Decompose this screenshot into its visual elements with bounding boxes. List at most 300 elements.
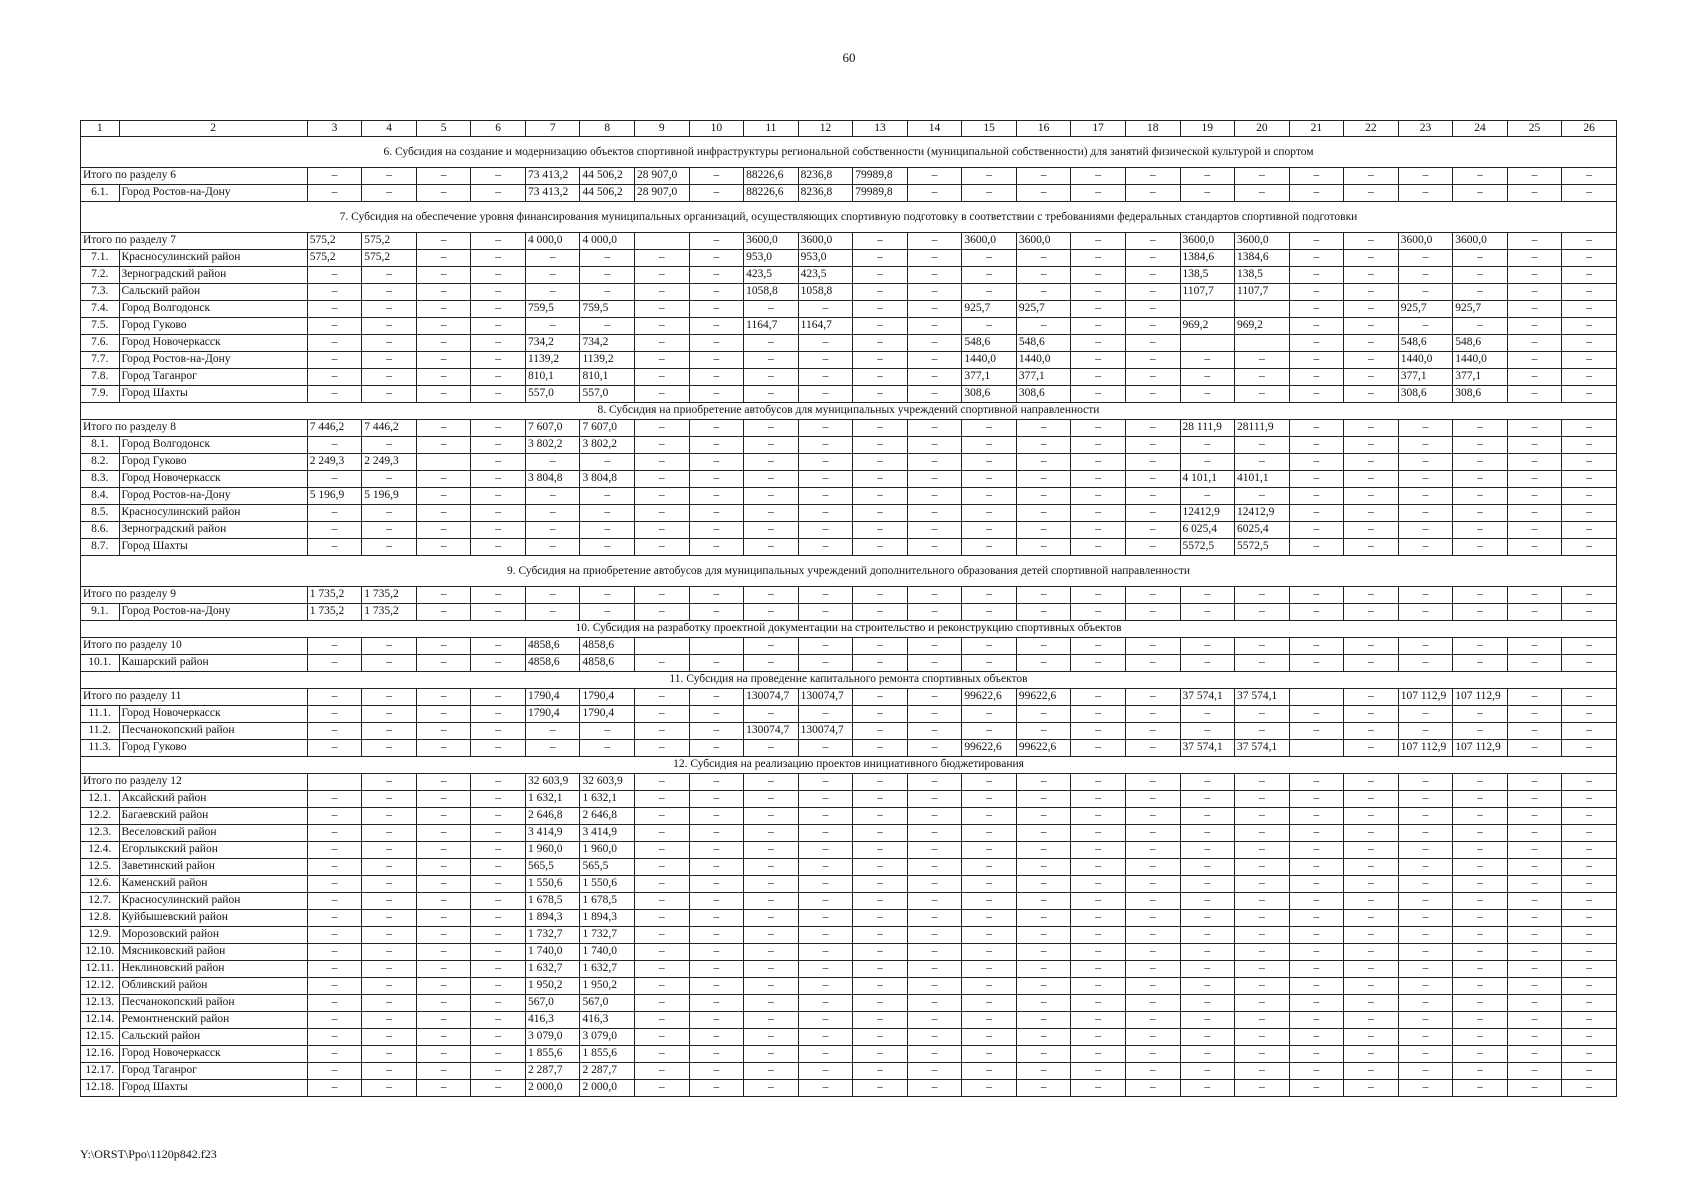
value-cell: 925,7	[962, 301, 1017, 318]
value-cell: –	[471, 352, 526, 369]
value-cell: –	[307, 876, 362, 893]
table-row	[81, 978, 1617, 995]
value-cell: –	[1235, 706, 1290, 723]
value-cell: –	[1235, 488, 1290, 505]
value-cell: –	[307, 284, 362, 301]
value-cell: –	[635, 539, 690, 556]
value-cell: –	[907, 301, 962, 318]
value-cell: –	[1235, 1029, 1290, 1046]
value-cell: –	[798, 638, 853, 655]
row-name: Город Новочеркасск	[119, 706, 307, 723]
value-cell: –	[798, 352, 853, 369]
value-cell: –	[1562, 1080, 1617, 1097]
value-cell: –	[416, 1046, 471, 1063]
value-cell: –	[307, 539, 362, 556]
value-cell: –	[1562, 978, 1617, 995]
value-cell: –	[962, 505, 1017, 522]
value-cell: –	[962, 1063, 1017, 1080]
value-cell: –	[416, 774, 471, 791]
value-cell: –	[580, 267, 635, 284]
value-cell: –	[635, 335, 690, 352]
value-cell: –	[1562, 791, 1617, 808]
value-cell: –	[1016, 1046, 1071, 1063]
value-cell: –	[416, 978, 471, 995]
value-cell: –	[1344, 842, 1399, 859]
value-cell: –	[1180, 876, 1235, 893]
value-cell: –	[1453, 471, 1508, 488]
row-number: 6.1.	[81, 185, 120, 202]
value-cell: –	[689, 893, 744, 910]
value-cell: –	[1562, 604, 1617, 621]
value-cell: 3600,0	[1180, 233, 1235, 250]
value-cell: 99622,6	[962, 689, 1017, 706]
value-cell: –	[1453, 587, 1508, 604]
value-cell: –	[744, 978, 799, 995]
value-cell: –	[416, 995, 471, 1012]
value-cell: –	[1289, 927, 1344, 944]
value-cell: –	[416, 876, 471, 893]
value-cell: 567,0	[525, 995, 580, 1012]
value-cell: –	[1071, 488, 1126, 505]
value-cell: –	[1507, 250, 1562, 267]
value-cell: 4858,6	[580, 655, 635, 672]
value-cell: –	[362, 910, 417, 927]
row-name: Город Гуково	[119, 454, 307, 471]
value-cell: –	[1453, 1063, 1508, 1080]
value-cell: 3600,0	[1235, 233, 1290, 250]
value-cell: –	[635, 808, 690, 825]
value-cell: –	[471, 995, 526, 1012]
value-cell: –	[362, 859, 417, 876]
value-cell: –	[907, 505, 962, 522]
value-cell: –	[1071, 267, 1126, 284]
value-cell: –	[1562, 185, 1617, 202]
row-name: Красносулинский район	[119, 250, 307, 267]
value-cell: –	[907, 655, 962, 672]
value-cell: –	[962, 1029, 1017, 1046]
value-cell: –	[1453, 454, 1508, 471]
value-cell: –	[853, 825, 908, 842]
row-name: Неклиновский район	[119, 961, 307, 978]
value-cell: –	[416, 723, 471, 740]
value-cell: –	[1398, 437, 1453, 454]
value-cell: –	[1398, 995, 1453, 1012]
value-cell: –	[853, 233, 908, 250]
value-cell: –	[689, 185, 744, 202]
value-cell: –	[635, 1063, 690, 1080]
value-cell: –	[1344, 791, 1399, 808]
value-cell: 308,6	[1016, 386, 1071, 403]
value-cell: –	[1344, 961, 1399, 978]
value-cell: –	[1507, 1012, 1562, 1029]
value-cell: –	[362, 168, 417, 185]
value-cell: –	[525, 318, 580, 335]
value-cell: –	[1507, 723, 1562, 740]
value-cell: –	[1398, 522, 1453, 539]
row-name: Город Ростов-на-Дону	[119, 488, 307, 505]
table-row	[81, 842, 1617, 859]
value-cell	[307, 774, 362, 791]
value-cell: –	[1507, 842, 1562, 859]
value-cell: –	[416, 604, 471, 621]
value-cell: –	[471, 233, 526, 250]
value-cell: –	[1507, 689, 1562, 706]
table-row	[81, 250, 1617, 267]
value-cell: –	[962, 723, 1017, 740]
value-cell: –	[1562, 488, 1617, 505]
row-name: Мясниковский район	[119, 944, 307, 961]
value-cell: –	[744, 454, 799, 471]
column-number-cell: 16	[1016, 121, 1071, 137]
value-cell: –	[1562, 1029, 1617, 1046]
value-cell: –	[307, 842, 362, 859]
value-cell: 44 506,2	[580, 185, 635, 202]
value-cell: –	[1398, 876, 1453, 893]
value-cell: –	[689, 706, 744, 723]
value-cell: –	[907, 250, 962, 267]
value-cell: –	[853, 961, 908, 978]
value-cell: –	[1016, 267, 1071, 284]
value-cell: 377,1	[962, 369, 1017, 386]
value-cell: –	[471, 1029, 526, 1046]
value-cell: –	[1507, 420, 1562, 437]
value-cell: –	[1016, 318, 1071, 335]
value-cell: –	[853, 791, 908, 808]
value-cell: –	[744, 301, 799, 318]
value-cell: –	[1180, 723, 1235, 740]
value-cell: –	[1235, 587, 1290, 604]
value-cell: –	[307, 318, 362, 335]
value-cell: –	[744, 842, 799, 859]
table-row	[81, 318, 1617, 335]
value-cell: –	[744, 961, 799, 978]
value-cell: –	[1016, 655, 1071, 672]
value-cell: –	[635, 505, 690, 522]
value-cell: 1440,0	[962, 352, 1017, 369]
value-cell: –	[1344, 706, 1399, 723]
value-cell: –	[416, 587, 471, 604]
value-cell: –	[744, 808, 799, 825]
value-cell: –	[798, 369, 853, 386]
table-header-row	[81, 121, 1617, 137]
value-cell: –	[1507, 655, 1562, 672]
value-cell: –	[744, 488, 799, 505]
table-row	[81, 471, 1617, 488]
value-cell: –	[853, 1012, 908, 1029]
value-cell: –	[1071, 825, 1126, 842]
value-cell: –	[1125, 723, 1180, 740]
value-cell: –	[1180, 488, 1235, 505]
value-cell: –	[1289, 1046, 1344, 1063]
value-cell: –	[1507, 706, 1562, 723]
value-cell: –	[689, 604, 744, 621]
value-cell: –	[962, 978, 1017, 995]
value-cell: –	[362, 995, 417, 1012]
column-number-cell: 14	[907, 121, 962, 137]
value-cell: –	[1125, 706, 1180, 723]
value-cell: 734,2	[525, 335, 580, 352]
value-cell: –	[471, 1046, 526, 1063]
value-cell: –	[1016, 471, 1071, 488]
value-cell: –	[1507, 927, 1562, 944]
value-cell: –	[1125, 505, 1180, 522]
value-cell: –	[1180, 1029, 1235, 1046]
value-cell: –	[1235, 961, 1290, 978]
value-cell: –	[1071, 471, 1126, 488]
row-number: 12.4.	[81, 842, 120, 859]
value-cell: –	[362, 808, 417, 825]
value-cell: –	[1562, 284, 1617, 301]
value-cell: –	[1289, 505, 1344, 522]
value-cell: –	[1562, 233, 1617, 250]
section-title-row	[81, 621, 1617, 638]
value-cell: –	[1016, 437, 1071, 454]
value-cell: –	[1125, 1046, 1180, 1063]
value-cell: –	[1562, 168, 1617, 185]
value-cell: –	[1180, 604, 1235, 621]
value-cell: –	[1235, 927, 1290, 944]
row-name: Город Ростов-на-Дону	[119, 185, 307, 202]
row-number: 12.2.	[81, 808, 120, 825]
value-cell: –	[689, 978, 744, 995]
value-cell: –	[1507, 1029, 1562, 1046]
value-cell: –	[689, 168, 744, 185]
value-cell: –	[416, 689, 471, 706]
value-cell: –	[416, 437, 471, 454]
value-cell: –	[689, 876, 744, 893]
row-number: 7.7.	[81, 352, 120, 369]
value-cell: 37 574,1	[1180, 689, 1235, 706]
value-cell: 4858,6	[525, 638, 580, 655]
value-cell: –	[362, 522, 417, 539]
row-number: 12.11.	[81, 961, 120, 978]
value-cell: –	[1016, 1012, 1071, 1029]
value-cell: –	[962, 437, 1017, 454]
value-cell: –	[1016, 706, 1071, 723]
value-cell: –	[1071, 910, 1126, 927]
value-cell: –	[907, 185, 962, 202]
value-cell: –	[1398, 284, 1453, 301]
section-total-row	[81, 420, 1617, 437]
value-cell: –	[1071, 808, 1126, 825]
value-cell: 3 804,8	[580, 471, 635, 488]
value-cell: –	[962, 774, 1017, 791]
value-cell: –	[1507, 471, 1562, 488]
value-cell: –	[1071, 927, 1126, 944]
value-cell: –	[471, 825, 526, 842]
value-cell: 3 802,2	[525, 437, 580, 454]
value-cell: –	[1071, 168, 1126, 185]
value-cell: 73 413,2	[525, 185, 580, 202]
value-cell	[1289, 740, 1344, 757]
value-cell: –	[853, 471, 908, 488]
value-cell: 130074,7	[744, 723, 799, 740]
value-cell: –	[907, 454, 962, 471]
value-cell: 925,7	[1453, 301, 1508, 318]
value-cell: –	[1289, 893, 1344, 910]
row-number: 8.2.	[81, 454, 120, 471]
value-cell: –	[1453, 876, 1508, 893]
value-cell: –	[1507, 301, 1562, 318]
value-cell: –	[416, 471, 471, 488]
value-cell: –	[1398, 267, 1453, 284]
row-number: 10.1.	[81, 655, 120, 672]
value-cell: –	[416, 638, 471, 655]
value-cell: 3600,0	[1016, 233, 1071, 250]
value-cell: –	[1398, 1063, 1453, 1080]
value-cell: –	[1235, 910, 1290, 927]
value-cell: –	[689, 1029, 744, 1046]
value-cell: –	[416, 944, 471, 961]
value-cell: –	[362, 638, 417, 655]
value-cell: –	[1507, 437, 1562, 454]
value-cell: 1 735,2	[307, 604, 362, 621]
value-cell: –	[1344, 505, 1399, 522]
row-name: Город Новочеркасск	[119, 471, 307, 488]
value-cell: 308,6	[1453, 386, 1508, 403]
column-number-cell: 15	[962, 121, 1017, 137]
value-cell: –	[307, 1063, 362, 1080]
value-cell: 1 950,2	[580, 978, 635, 995]
value-cell: –	[1344, 233, 1399, 250]
value-cell: 575,2	[307, 250, 362, 267]
value-cell: 3600,0	[744, 233, 799, 250]
value-cell: –	[362, 689, 417, 706]
value-cell: –	[962, 706, 1017, 723]
value-cell: –	[1125, 539, 1180, 556]
value-cell: –	[907, 386, 962, 403]
value-cell: 1 632,7	[525, 961, 580, 978]
value-cell: –	[1507, 1063, 1562, 1080]
value-cell: –	[307, 369, 362, 386]
value-cell: –	[1071, 522, 1126, 539]
value-cell: –	[1344, 978, 1399, 995]
value-cell: –	[1071, 944, 1126, 961]
row-name: Аксайский район	[119, 791, 307, 808]
row-name: Итого по разделу 11	[81, 689, 308, 706]
section-title-row	[81, 757, 1617, 774]
column-number-cell: 23	[1398, 121, 1453, 137]
table-row	[81, 723, 1617, 740]
value-cell: 7 607,0	[525, 420, 580, 437]
value-cell: –	[1398, 808, 1453, 825]
value-cell: –	[1125, 1080, 1180, 1097]
value-cell: –	[1507, 539, 1562, 556]
value-cell: –	[525, 267, 580, 284]
value-cell: –	[853, 1046, 908, 1063]
value-cell: 4 000,0	[525, 233, 580, 250]
value-cell: –	[962, 791, 1017, 808]
value-cell	[1235, 335, 1290, 352]
row-number: 12.18.	[81, 1080, 120, 1097]
value-cell: –	[362, 944, 417, 961]
value-cell: 1 894,3	[525, 910, 580, 927]
value-cell: –	[1453, 420, 1508, 437]
value-cell: –	[853, 706, 908, 723]
value-cell: –	[1016, 791, 1071, 808]
value-cell: –	[744, 876, 799, 893]
value-cell: –	[1289, 250, 1344, 267]
value-cell: –	[362, 318, 417, 335]
value-cell: –	[1344, 1046, 1399, 1063]
value-cell: 953,0	[798, 250, 853, 267]
row-name: Сальский район	[119, 1029, 307, 1046]
value-cell: –	[1507, 944, 1562, 961]
value-cell: –	[1016, 1063, 1071, 1080]
value-cell: –	[853, 488, 908, 505]
value-cell: 1 960,0	[525, 842, 580, 859]
value-cell: –	[689, 1012, 744, 1029]
value-cell: –	[689, 1063, 744, 1080]
value-cell: –	[1398, 168, 1453, 185]
value-cell: 32 603,9	[580, 774, 635, 791]
value-cell: 759,5	[580, 301, 635, 318]
value-cell: –	[1398, 706, 1453, 723]
value-cell: –	[907, 168, 962, 185]
column-number-cell: 25	[1507, 121, 1562, 137]
value-cell: –	[744, 706, 799, 723]
value-cell: 548,6	[1398, 335, 1453, 352]
value-cell: –	[1398, 488, 1453, 505]
value-cell: 8236,8	[798, 185, 853, 202]
value-cell: –	[471, 910, 526, 927]
value-cell: –	[853, 522, 908, 539]
value-cell: –	[907, 471, 962, 488]
value-cell: 2 000,0	[580, 1080, 635, 1097]
value-cell: –	[362, 471, 417, 488]
value-cell: –	[1562, 689, 1617, 706]
value-cell: 107 112,9	[1398, 740, 1453, 757]
row-number: 7.3.	[81, 284, 120, 301]
row-name: Город Гуково	[119, 740, 307, 757]
value-cell: –	[1289, 995, 1344, 1012]
value-cell: –	[1289, 655, 1344, 672]
value-cell: –	[416, 961, 471, 978]
value-cell: –	[853, 876, 908, 893]
value-cell: –	[853, 301, 908, 318]
value-cell: –	[635, 454, 690, 471]
value-cell: 1058,8	[798, 284, 853, 301]
value-cell: 1 740,0	[525, 944, 580, 961]
value-cell: –	[1125, 488, 1180, 505]
value-cell: –	[1344, 893, 1399, 910]
table-row	[81, 386, 1617, 403]
value-cell: –	[1398, 505, 1453, 522]
value-cell: –	[853, 587, 908, 604]
table-row	[81, 335, 1617, 352]
value-cell: –	[471, 723, 526, 740]
value-cell: –	[1016, 842, 1071, 859]
value-cell: –	[1344, 1012, 1399, 1029]
value-cell: –	[1016, 454, 1071, 471]
table-row	[81, 369, 1617, 386]
value-cell: –	[1235, 723, 1290, 740]
value-cell: –	[635, 369, 690, 386]
value-cell: –	[471, 587, 526, 604]
value-cell: 548,6	[1016, 335, 1071, 352]
value-cell: –	[798, 386, 853, 403]
value-cell: –	[1125, 791, 1180, 808]
value-cell: –	[416, 284, 471, 301]
row-name: Егорлыкский район	[119, 842, 307, 859]
value-cell: –	[907, 995, 962, 1012]
value-cell: 2 249,3	[362, 454, 417, 471]
value-cell: –	[1125, 910, 1180, 927]
value-cell: –	[907, 740, 962, 757]
row-name: Город Ростов-на-Дону	[119, 604, 307, 621]
value-cell: –	[962, 655, 1017, 672]
value-cell: –	[1071, 284, 1126, 301]
